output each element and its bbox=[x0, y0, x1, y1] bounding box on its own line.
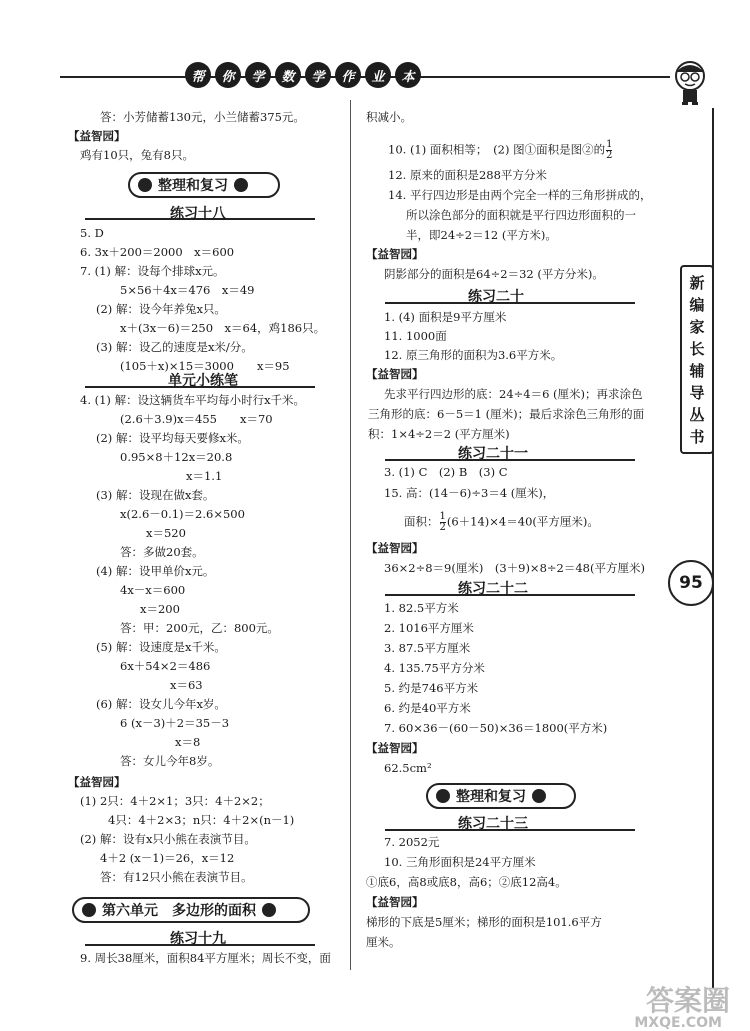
fraction bbox=[440, 512, 446, 533]
answer-line: 36×2÷8＝9(厘米) (3＋9)×8÷2＝48(平方厘米) bbox=[384, 561, 645, 575]
answer-line: 答：有12只小熊在表演节目。 bbox=[100, 870, 253, 884]
answer-line: (3) 解：设现在做x套。 bbox=[96, 488, 215, 502]
yizhiyuan-label: 【益智园】 bbox=[68, 129, 126, 143]
answer-line: (6) 解：设女儿今年x岁。 bbox=[96, 697, 226, 711]
answer-line: (2) 解：设平均每天要修x米。 bbox=[96, 431, 249, 445]
banner-char: 帮 bbox=[185, 62, 211, 88]
series-char: 导 bbox=[689, 383, 705, 402]
yizhiyuan-label: 【益智园】 bbox=[366, 247, 424, 261]
badge-title: 第六单元 多边形的面积 bbox=[102, 903, 256, 919]
dot-icon bbox=[436, 789, 450, 803]
exercise-title: 练习二十三 bbox=[458, 816, 528, 832]
page-number: 95 bbox=[668, 560, 714, 606]
fraction-denominator: 2 bbox=[439, 522, 446, 533]
section-badge bbox=[426, 783, 576, 809]
answer-line: 鸡有10只，兔有8只。 bbox=[80, 148, 194, 162]
yizhiyuan-label: 【益智园】 bbox=[366, 895, 424, 909]
answer-line: 15. 高：(14－6)÷3＝4 (厘米)， bbox=[384, 486, 555, 500]
answer-line: 5×56＋4x＝476 x＝49 bbox=[120, 283, 255, 297]
banner-char: 你 bbox=[215, 62, 241, 88]
series-char: 长 bbox=[689, 339, 705, 358]
answer-line: (2) 解：设有x只小熊在表演节目。 bbox=[80, 832, 256, 846]
answer-line: 答：女儿今年8岁。 bbox=[120, 754, 220, 768]
fraction-denominator: 2 bbox=[606, 150, 613, 161]
answer-line: 积减小。 bbox=[366, 110, 412, 124]
answer-line: 5. D bbox=[80, 226, 104, 240]
answer-line: 7. (1) 解：设每个排球x元。 bbox=[80, 264, 225, 278]
answer-line: 3. 87.5平方厘米 bbox=[384, 641, 471, 655]
banner-char: 本 bbox=[395, 62, 421, 88]
answer-line: 1. 82.5平方米 bbox=[384, 601, 459, 615]
series-char: 编 bbox=[689, 295, 705, 314]
section-badge bbox=[72, 897, 310, 923]
answer-line: x＝520 bbox=[146, 526, 186, 540]
unit-title: 单元小练笔 bbox=[168, 373, 238, 389]
answer-line: 7. 60×36－(60－50)×36＝1800(平方米) bbox=[384, 721, 608, 735]
yizhiyuan-label: 【益智园】 bbox=[366, 367, 424, 381]
answer-line bbox=[404, 512, 599, 533]
answer-text: 面积： bbox=[404, 514, 439, 529]
answer-line: 4x－x＝600 bbox=[120, 583, 186, 597]
answer-line: x＝8 bbox=[175, 735, 201, 749]
fraction-numerator: 1 bbox=[606, 139, 613, 150]
dot-icon bbox=[262, 903, 276, 917]
side-rule bbox=[712, 108, 714, 988]
badge-title: 整理和复习 bbox=[456, 789, 526, 805]
answer-line: 厘米。 bbox=[366, 935, 401, 949]
fraction-numerator: 1 bbox=[439, 511, 446, 522]
answer-line: 9. 周长38厘米，面积84平方厘米；周长不变，面 bbox=[80, 951, 331, 965]
answer-line: 0.95×8＋12x＝20.8 bbox=[120, 450, 233, 464]
answer-line: 答：多做20套。 bbox=[120, 545, 204, 559]
answer-line: 2. 1016平方厘米 bbox=[384, 621, 474, 635]
banner-char: 业 bbox=[365, 62, 391, 88]
banner-char: 数 bbox=[275, 62, 301, 88]
answer-line: x＝63 bbox=[170, 678, 203, 692]
answer-line: 答：小芳储蓄130元，小兰储蓄375元。 bbox=[100, 110, 305, 124]
answer-line bbox=[388, 140, 613, 161]
answer-line: 1. (4) 面积是9平方厘米 bbox=[384, 310, 507, 324]
badge-title: 整理和复习 bbox=[158, 178, 228, 194]
exercise-title: 练习二十 bbox=[468, 289, 524, 305]
yizhiyuan-label: 【益智园】 bbox=[366, 741, 424, 755]
exercise-title: 练习二十一 bbox=[458, 446, 528, 462]
answer-line: ①底6，高8或底8，高6；②底12高4。 bbox=[366, 875, 567, 889]
answer-line: 积：1×4÷2＝2 (平方厘米) bbox=[368, 427, 510, 441]
answer-line: x＝1.1 bbox=[186, 469, 223, 483]
dot-icon bbox=[532, 789, 546, 803]
answer-line: 答：甲：200元，乙：800元。 bbox=[120, 621, 279, 635]
answer-line: (3) 解：设乙的速度是x米/分。 bbox=[96, 340, 253, 354]
exercise-title: 练习十八 bbox=[170, 206, 226, 222]
answer-line: 14. 平行四边形是由两个完全一样的三角形拼成的， bbox=[388, 188, 652, 202]
answer-line: x＝200 bbox=[140, 602, 180, 616]
answer-line: 3. (1) C (2) B (3) C bbox=[384, 465, 508, 479]
series-char: 新 bbox=[689, 273, 705, 292]
answer-text: 10. (1) 面积相等； (2) 图①面积是图②的 bbox=[388, 142, 606, 157]
header-banner bbox=[185, 62, 421, 90]
answer-line: (2) 解：设今年养兔x只。 bbox=[96, 302, 226, 316]
dot-icon bbox=[82, 903, 96, 917]
answer-line: 12. 原三角形的面积为3.6平方米。 bbox=[384, 348, 563, 362]
answer-line: 三角形的底：6－5＝1 (厘米)；最后求涂色三角形的面 bbox=[368, 407, 645, 421]
section-badge bbox=[128, 172, 280, 198]
dot-icon bbox=[138, 178, 152, 192]
series-title bbox=[680, 265, 714, 454]
fraction bbox=[606, 140, 612, 161]
answer-line: 4只：4＋2×3；n只：4＋2×(n－1) bbox=[108, 813, 295, 827]
answer-text: (6＋14)×4＝40(平方厘米)。 bbox=[446, 514, 599, 529]
exercise-title: 练习二十二 bbox=[458, 581, 528, 597]
answer-line: 先求平行四边形的底：24÷4＝6 (厘米)；再求涂色 bbox=[384, 387, 643, 401]
answer-line: x＋(3x－6)＝250 x＝64，鸡186只。 bbox=[120, 321, 326, 335]
series-char: 家 bbox=[689, 317, 705, 336]
answer-line: 7. 2052元 bbox=[384, 835, 440, 849]
answer-line: 4＋2 (x－1)＝26，x＝12 bbox=[100, 851, 235, 865]
answer-line: 半，即24÷2＝12 (平方米)。 bbox=[406, 228, 557, 242]
answer-line: (4) 解：设甲单价x元。 bbox=[96, 564, 215, 578]
mascot-icon bbox=[668, 58, 712, 106]
column-divider bbox=[350, 100, 351, 970]
series-char: 丛 bbox=[689, 405, 705, 424]
series-char: 书 bbox=[689, 427, 705, 446]
answer-line: 12. 原来的面积是288平方分米 bbox=[388, 168, 547, 182]
answer-line: 4. 135.75平方分米 bbox=[384, 661, 485, 675]
watermark-url: MXQE.COM bbox=[634, 1015, 722, 1031]
answer-line: 62.5cm² bbox=[384, 761, 432, 775]
answer-line: x(2.6－0.1)＝2.6×500 bbox=[120, 507, 245, 521]
answer-line: 5. 约是746平方米 bbox=[384, 681, 479, 695]
answer-line: 6. 3x＋200＝2000 x＝600 bbox=[80, 245, 235, 259]
answer-line: 6 (x－3)＋2＝35－3 bbox=[120, 716, 230, 730]
banner-char: 作 bbox=[335, 62, 361, 88]
banner-char: 学 bbox=[305, 62, 331, 88]
answer-line: (105＋x)×15＝3000 x＝95 bbox=[120, 359, 290, 373]
answer-line: (2.6＋3.9)x＝455 x＝70 bbox=[120, 412, 273, 426]
series-char: 辅 bbox=[689, 361, 705, 380]
answer-line: 4. (1) 解：设这辆货车平均每小时行x千米。 bbox=[80, 393, 306, 407]
answer-line: 梯形的下底是5厘米；梯形的面积是101.6平方 bbox=[366, 915, 602, 929]
answer-line: (1) 2只：4＋2×1；3只：4＋2×2； bbox=[80, 794, 270, 808]
answer-line: 11. 1000面 bbox=[384, 329, 447, 343]
answer-line: 所以涂色部分的面积就是平行四边形面积的一 bbox=[406, 208, 636, 222]
answer-line: 阴影部分的面积是64÷2＝32 (平方分米)。 bbox=[384, 267, 604, 281]
answer-line: 6. 约是40平方米 bbox=[384, 701, 471, 715]
yizhiyuan-label: 【益智园】 bbox=[68, 775, 126, 789]
answer-line: 10. 三角形面积是24平方厘米 bbox=[384, 855, 536, 869]
answer-line: 6x＋54×2＝486 bbox=[120, 659, 211, 673]
watermark-logo: 答案圈 bbox=[645, 984, 730, 1017]
banner-char: 学 bbox=[245, 62, 271, 88]
answer-line: (5) 解：设速度是x千米。 bbox=[96, 640, 226, 654]
dot-icon bbox=[234, 178, 248, 192]
yizhiyuan-label: 【益智园】 bbox=[366, 541, 424, 555]
exercise-title: 练习十九 bbox=[170, 931, 226, 947]
